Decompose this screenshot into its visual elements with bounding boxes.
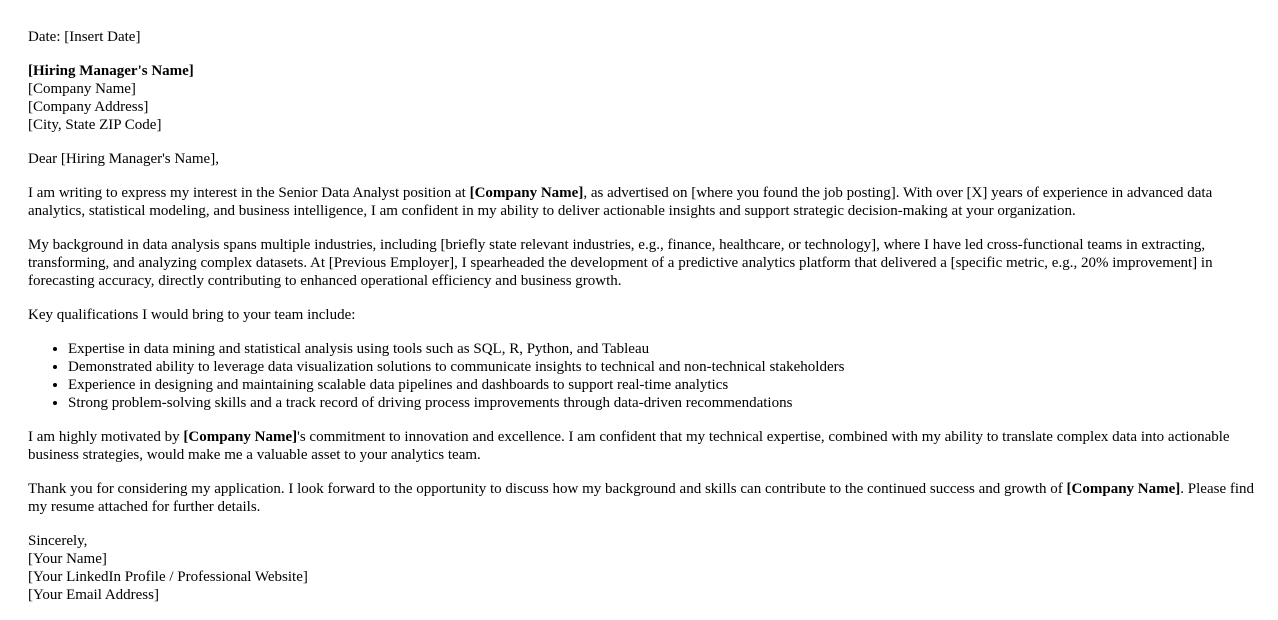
company-name-bold: [Company Name]: [469, 185, 584, 201]
paragraph-thanks-text-after: . Please find my resume attached for further details.: [28, 481, 1255, 515]
signer-name: [Your Name]: [28, 551, 107, 567]
qualification-item: • Demonstrated ability to leverage data visualization solutions to communicate insights to technical and non-technical stakeholders: [68, 358, 1258, 376]
paragraph-intro-text-before: I am writing to express my interest in the Senior Data Analyst position at: [28, 185, 470, 201]
qualification-item: • Strong problem-solving skills and a track record of driving process improvements through data-driven recommendations: [68, 394, 1258, 412]
company-name-bold: [Company Name]: [1066, 481, 1181, 497]
paragraph-motivation-text-after: 's commitment to innovation and excellence. I am confident that my technical expertise, combined with my ability to translate complex data into actionable business strategies, would make me a valuable asset to your analytics team.: [28, 429, 1230, 463]
recipient-city: [City, State ZIP Code]: [28, 117, 162, 133]
paragraph-intro-text-after: , as advertised on [where you found the job posting]. With over [X] years of experience in advanced data analytics, statistical modeling, and business intelligence, I am confident in my ability to deliver actionable insights and support strategic decision-making at your organization.: [28, 185, 1213, 219]
qualifications-list: [28, 340, 1258, 412]
qualification-item: • Experience in designing and maintaining scalable data pipelines and dashboards to support real-time analytics: [68, 376, 1258, 394]
paragraph-motivation: [28, 428, 1258, 464]
signer-email: [Your Email Address]: [28, 587, 159, 603]
date-line: Date: [Insert Date]: [28, 29, 141, 45]
recipient-company: [Company Name]: [28, 81, 136, 97]
signer-profile: [Your LinkedIn Profile / Professional Website]: [28, 569, 308, 585]
recipient-block: [28, 62, 1258, 134]
paragraph-motivation-text-before: I am highly motivated by: [28, 429, 184, 445]
paragraph-thanks-text-before: Thank you for considering my application. I look forward to the opportunity to discuss how my background and skills can contribute to the continued success and growth of: [28, 481, 1067, 497]
recipient-manager: [Hiring Manager's Name]: [28, 63, 194, 79]
closing-block: [28, 532, 1258, 604]
company-name-bold: [Company Name]: [183, 429, 298, 445]
recipient-address: [Company Address]: [28, 99, 149, 115]
paragraph-intro: [28, 184, 1258, 220]
cover-letter: [28, 28, 1258, 620]
qualifications-intro: Key qualifications I would bring to your team include:: [28, 307, 356, 323]
qualification-item: • Expertise in data mining and statistical analysis using tools such as SQL, R, Python, and Tableau: [68, 340, 1258, 358]
paragraph-background: My background in data analysis spans multiple industries, including [briefly state relevant industries, e.g., finance, healthcare, or technology], where I have led cross-functional teams in extracting, transforming, and analyzing complex datasets. At [Previous Employer], I spearheaded the development of a predictive analytics platform that delivered a [specific metric, e.g., 20% improvement] in forecasting accuracy, directly contributing to enhanced operational efficiency and business growth.: [28, 237, 1213, 289]
salutation: Dear [Hiring Manager's Name],: [28, 151, 219, 167]
paragraph-thanks: [28, 480, 1258, 516]
sign-off: Sincerely,: [28, 533, 88, 549]
